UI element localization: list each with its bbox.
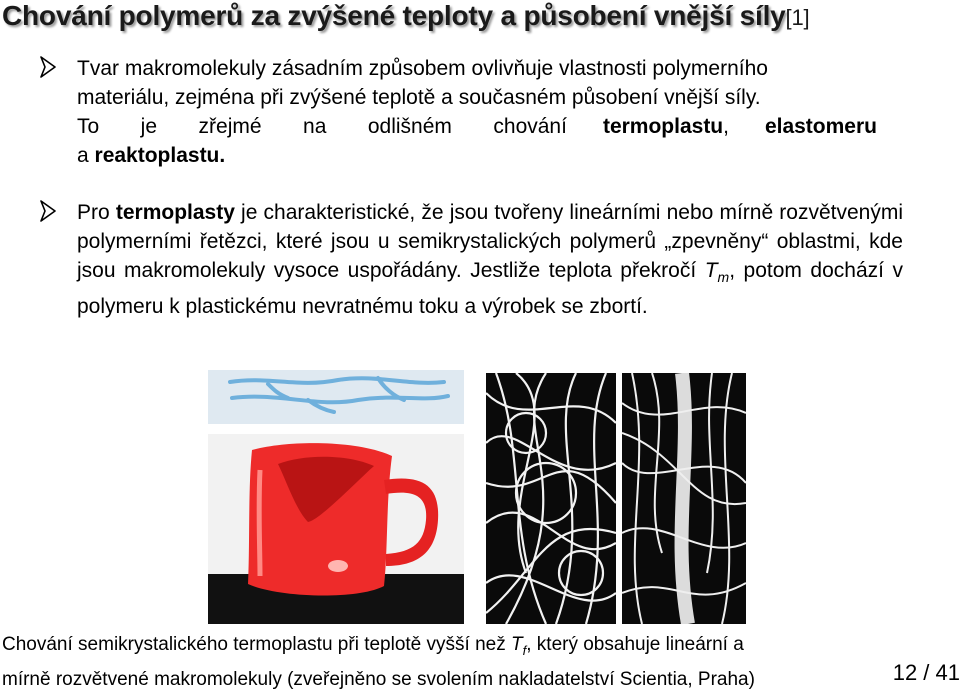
arrow-bullet-icon <box>40 56 56 78</box>
bullet-line: a reaktoplastu. <box>77 144 226 167</box>
symbol-temperature: T <box>511 634 523 655</box>
term-thermoplastic: termoplastu <box>602 115 724 138</box>
symbol-subscript: f <box>522 642 527 658</box>
micrograph-oriented-fibers <box>622 373 746 624</box>
bullet-line: Tvar makromolekuly zásadním způsobem ovlivňuje vlastnosti polymerního <box>77 57 768 80</box>
caption-line: Chování semikrystalického termoplastu při teplotě vyšší než $T_f$, který obsahuje lineární a <box>2 634 744 658</box>
bullet-line-prefix: To je zřejmé na odlišném chování <box>77 115 567 138</box>
symbol-temperature: T <box>704 259 718 282</box>
arrow-bullet-icon <box>40 200 56 222</box>
bullet-term-group: termoplastu, <box>602 115 729 138</box>
micrograph-random-fibers <box>486 373 616 624</box>
figure-caption <box>2 630 882 694</box>
caption-line: mírně rozvětvené makromolekuly (zveřejněno se svolením nakladatelství Scientia, Praha) <box>2 668 755 690</box>
bullet-text <box>77 54 920 170</box>
page-number: 12 / 41 <box>892 660 960 685</box>
slide-title-text: Chování polymerů za zvýšené teploty a působení vnější síly <box>2 0 786 31</box>
fibers-illustration <box>486 373 616 624</box>
bullet-text: Pro termoplasty je charakteristické, že jsou tvořeny lineárními nebo mírně rozvětvenými polymerními řetězci, které jsou u semikrystalických polymerů „zpevněny“ oblastmi, kde jsou makromolekuly vysoce uspořádány. Jestliže teplota překročí $T_m$, potom dochází v polymeru k plastickému nevratnému toku a výrobek se zbortí. <box>77 201 904 319</box>
deformed-mug-photo <box>208 370 464 624</box>
symbol-subscript: m <box>717 269 730 286</box>
slide-title <box>2 0 958 40</box>
bullet-line <box>77 112 877 141</box>
bullet-item-thermoplastics <box>40 198 920 321</box>
bullet-item-shape <box>40 54 920 170</box>
deformed-mug-illustration <box>208 370 464 624</box>
bullet-line: materiálu, zejména při zvýšené teplotě a současném působení vnější síly. <box>77 86 761 109</box>
term-thermoplastics: termoplasty <box>115 201 235 224</box>
slide-title-reference: [1] <box>785 5 810 30</box>
term-elastomer: elastomeru <box>764 115 877 138</box>
fibers-illustration <box>622 373 746 624</box>
term-thermoset: reaktoplastu. <box>94 144 226 167</box>
